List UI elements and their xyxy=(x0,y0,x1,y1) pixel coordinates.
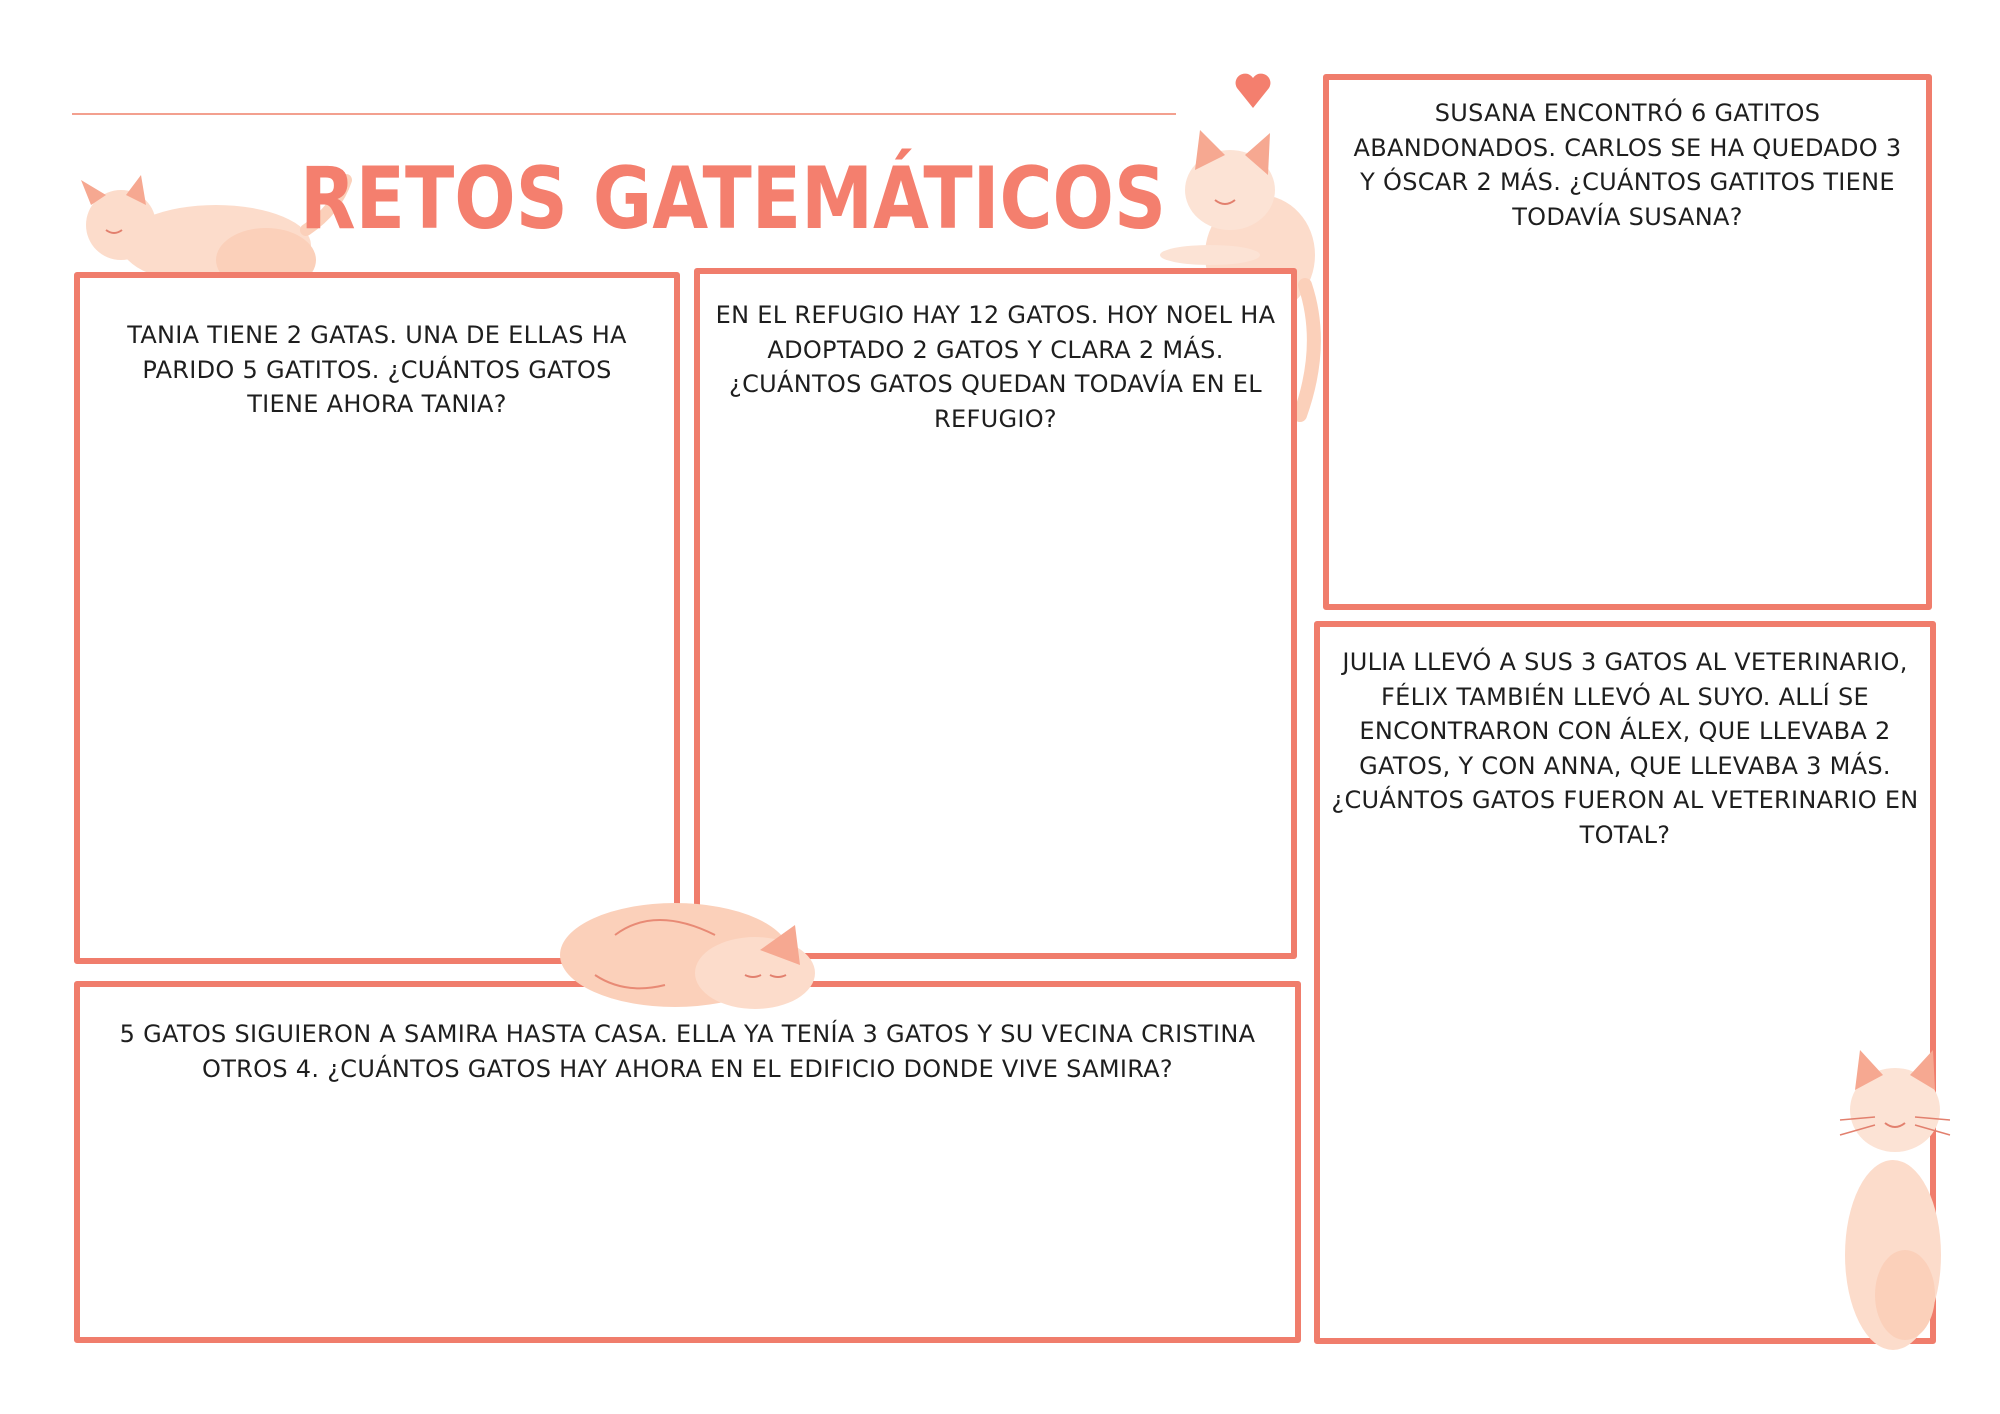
problem-text-refugio: EN EL REFUGIO HAY 12 GATOS. HOY NOEL HA ADOPTADO 2 GATOS Y CLARA 2 MÁS. ¿CUÁNTOS GATOS QUEDAN TODAVÍA EN EL REFUGIO? xyxy=(715,301,1276,433)
page-title-text: RETOS GATEMÁTICOS xyxy=(300,149,1166,249)
sleeping-cat-illustration xyxy=(555,895,825,1015)
problem-box-refugio xyxy=(694,268,1297,959)
problem-box-samira xyxy=(74,981,1301,1343)
page-title xyxy=(296,140,1176,250)
problem-text-tania: TANIA TIENE 2 GATAS. UNA DE ELLAS HA PARIDO 5 GATITOS. ¿CUÁNTOS GATOS TIENE AHORA TANIA? xyxy=(127,321,627,418)
problem-text-susana: SUSANA ENCONTRÓ 6 GATITOS ABANDONADOS. CARLOS SE HA QUEDADO 3 Y ÓSCAR 2 MÁS. ¿CUÁNTOS GATITOS TIENE TODAVÍA SUSANA? xyxy=(1353,99,1902,231)
problem-box-susana xyxy=(1323,74,1932,610)
problem-text-julia: JULIA LLEVÓ A SUS 3 GATOS AL VETERINARIO, FÉLIX TAMBIÉN LLEVÓ AL SUYO. ALLÍ SE ENCONTRARON CON ÁLEX, QUE LLEVABA 2 GATOS, Y CON ANNA, QUE LLEVABA 3 MÁS. ¿CUÁNTOS GATOS FUERON AL VETERINARIO EN TOTAL? xyxy=(1331,648,1919,849)
problem-box-tania xyxy=(74,272,680,964)
problem-text-samira: 5 GATOS SIGUIERON A SAMIRA HASTA CASA. ELLA YA TENÍA 3 GATOS Y SU VECINA CRISTINA OTROS 4. ¿CUÁNTOS GATOS HAY AHORA EN EL EDIFICIO DONDE VIVE SAMIRA? xyxy=(119,1020,1256,1083)
standing-cat-illustration xyxy=(1835,1045,1955,1355)
header-divider xyxy=(72,113,1176,115)
heart-icon xyxy=(1233,68,1273,112)
